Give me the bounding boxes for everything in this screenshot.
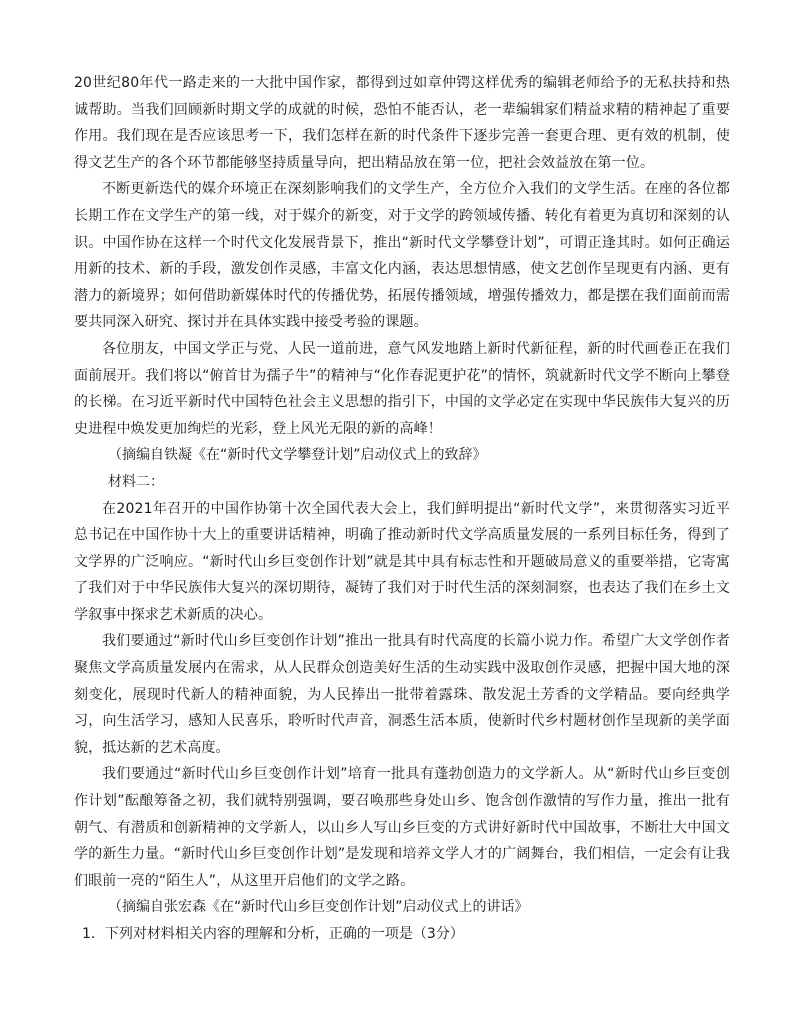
- paragraph-congress: 在2021年召开的中国作协第十次全国代表大会上，我们鲜明提出“新时代文学”，来贯彻落实习近平总书记在中国作协十大上的重要讲话精神，明确了推动新时代文学高质量发展的一系列目标任务，得到了文学界的广泛响应。“新时代山乡巨变创作计划”就是其中具有标志性和开题破局意义的重要举措，它寄寓了我们对于中华民族伟大复兴的深切期待，凝铸了我们对于时代生活的深刻洞察，也表达了我们在乡土文学叙事中探求艺术新质的决心。: [74, 500, 730, 623]
- question-1: 1．下列对材料相关内容的理解和分析，正确的一项是（3分）: [82, 926, 464, 942]
- document-body: [74, 70, 730, 948]
- material-2-label: 材料二：: [108, 473, 164, 490]
- source-citation-1: （摘编自铁凝《在“新时代文学攀登计划”启动仪式上的致辞》: [108, 447, 487, 464]
- paragraph-new-writers: 我们要通过“新时代山乡巨变创作计划”培育一批具有蓬勃创造力的文学新人。从“新时代山乡巨变创作计划”酝酿筹备之初，我们就特别强调，要召唤那些身处山乡、饱含创作激情的写作力量，推出一批有朝气、有潜质和创新精神的文学新人，以山乡人写山乡巨变的方式讲好新时代中国故事，不断壮大中国文学的新生力量。“新时代山乡巨变创作计划”是发现和培养文学人才的广阔舞台，我们相信，一定会有让我们眼前一亮的“陌生人”，从这里开启他们的文学之路。: [74, 766, 730, 889]
- paragraph-media-environment: 不断更新迭代的媒介环境正在深刻影响我们的文学生产，全方位介入我们的文学生活。在座的各位都长期工作在文学生产的第一线，对于媒介的新变，对于文学的跨领域传播、转化有着更为真切和深刻的认识。中国作协在这样一个时代文化发展背景下，推出“新时代文学攀登计划”，可谓正逢其时。如何正确运用新的技术、新的手段，激发创作灵感，丰富文化内涵，表达思想情感，使文艺创作呈现更有内涵、更有潜力的新境界；如何借助新媒体时代的传播优势，拓展传播领域，增强传播效力，都是摆在我们面前而需要共同深入研究、探讨并在具体实践中接受考验的课题。: [74, 181, 730, 331]
- paragraph-new-era-literature: 各位朋友，中国文学正与党、人民一道前进，意气风发地踏上新时代新征程，新的时代画卷正在我们面前展开。我们将以“俯首甘为孺子牛”的精神与“化作春泥更护花”的情怀，筑就新时代文学不断向上攀登的长梯。在习近平新时代中国特色社会主义思想的指引下，中国的文学必定在实现中华民族伟大复兴的历史进程中焕发更加绚烂的光彩，登上风光无限的新的高峰！: [74, 340, 730, 437]
- paragraph-novel-works: 我们要通过“新时代山乡巨变创作计划”推出一批具有时代高度的长篇小说力作。希望广大文学创作者聚焦文学高质量发展内在需求，从人民群众创造美好生活的生动实践中汲取创作灵感，把握中国大地的深刻变化，展现时代新人的精神面貌，为人民捧出一批带着露珠、散发泥土芳香的文学精品。要向经典学习，向生活学习，感知人民喜乐，聆听时代声音，洞悉生活本质，使新时代乡村题材创作呈现新的美学面貌，抵达新的艺术高度。: [74, 633, 730, 756]
- paragraph-editors-support: 20世纪80年代一路走来的一大批中国作家，都得到过如章仲锷这样优秀的编辑老师给予的无私扶持和热诚帮助。当我们回顾新时期文学的成就的时候，恐怕不能否认，老一辈编辑家们精益求精的精神起了重要作用。我们现在是否应该思考一下，我们怎样在新的时代条件下逐步完善一套更合理、更有效的机制，使得文艺生产的各个环节都能够坚持质量导向，把出精品放在第一位，把社会效益放在第一位。: [74, 75, 730, 171]
- source-citation-2: （摘编自张宏森《在“新时代山乡巨变创作计划”启动仪式上的讲话》: [108, 899, 529, 916]
